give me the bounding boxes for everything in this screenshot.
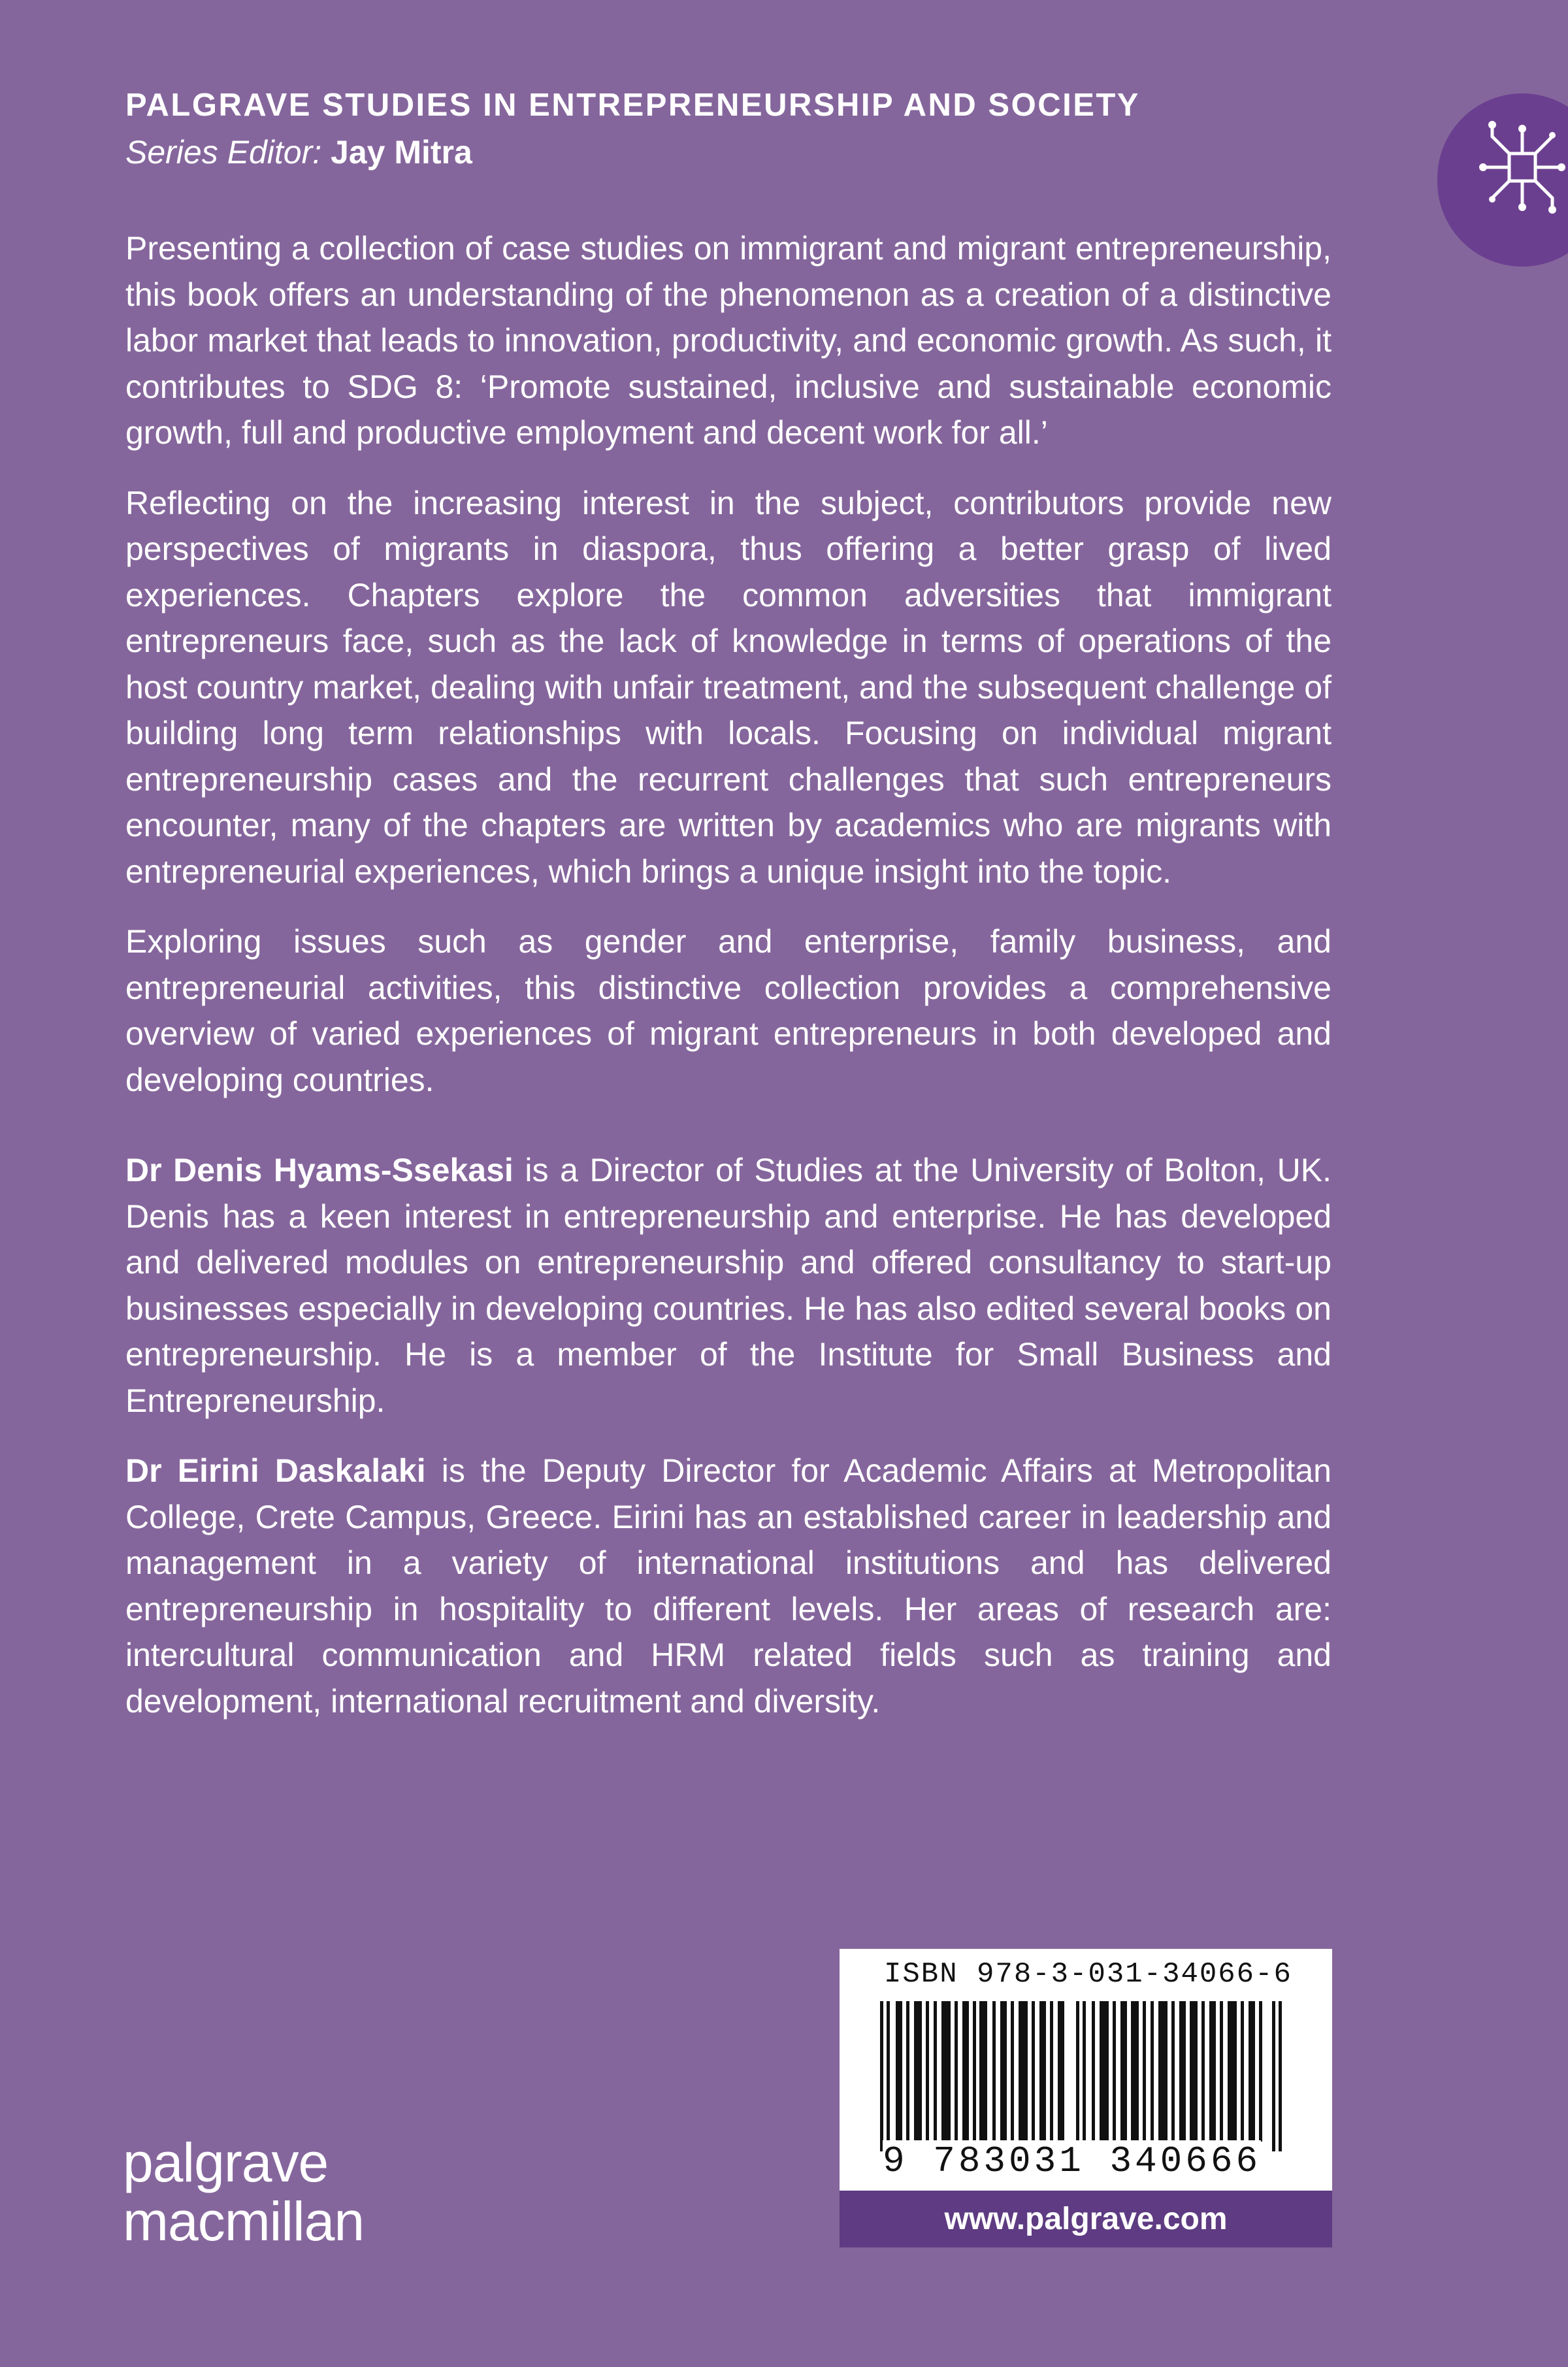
blurb-paragraph-3: Exploring issues such as gender and enterprise, family business, and entrepreneurial activities, this distinctive collection provides a comprehensive overview of varied experiences of migrant entrepreneurs in both developed and developing countries. <box>125 923 1331 1098</box>
series-title: PALGRAVE STUDIES IN ENTREPRENEURSHIP AND SOCIETY <box>125 88 1140 123</box>
author-bio-text-2: is the Deputy Director for Academic Affairs at Metropolitan College, Crete Campus, Greece. Eirini has an established career in leadership and management in a variety of international institutions and has delivered entrepreneurship in hospitality to different levels. Her areas of research are: intercultural communication and HRM related fields such as training and development, international recruitment and diversity. <box>125 1452 1331 1720</box>
barcode-icon <box>874 2001 1298 2151</box>
publisher-website: www.palgrave.com <box>840 2191 1332 2247</box>
palgrave-network-icon <box>1478 120 1568 218</box>
barcode-box <box>840 1949 1332 2191</box>
author-bio-1 <box>125 1147 1331 1424</box>
author-bio-2 <box>125 1448 1331 1724</box>
series-editor <box>125 133 472 171</box>
series-editor-name: Jay Mitra <box>331 134 472 171</box>
series-editor-label: Series Editor: <box>125 134 322 171</box>
barcode-digits: 9 783031 340666 <box>883 2140 1262 2182</box>
publisher-logo-line-2: macmillan <box>123 2191 365 2252</box>
author-name-2: Dr Eirini Daskalaki <box>125 1452 426 1489</box>
isbn-label: ISBN 978-3-031-34066-6 <box>884 1958 1292 1991</box>
publisher-logo <box>123 2132 365 2253</box>
author-bio-text-1: is a Director of Studies at the University of Bolton, UK. Denis has a keen interest in entrepreneurship and enterprise. He has developed and delivered modules on entrepreneurship and offered consultancy to start-up businesses especially in developing countries. He has also edited several books on entrepreneurship. He is a member of the Institute for Small Business and Entrepreneurship. <box>125 1152 1331 1419</box>
blurb-paragraph-1: Presenting a collection of case studies on immigrant and migrant entrepreneurship, this book offers an understanding of the phenomenon as a creation of a distinctive labor market that leads to innovation, productivity, and economic growth. As such, it contributes to SDG 8: ‘Promote sustained, inclusive and sustainable economic growth, full and productive employment and decent work for all.’ <box>125 230 1331 451</box>
publisher-logo-line-1: palgrave <box>123 2132 329 2193</box>
logo-tab <box>1437 93 1568 267</box>
back-cover-text <box>125 225 1331 1748</box>
author-name-1: Dr Denis Hyams-Ssekasi <box>125 1152 514 1188</box>
blurb-paragraph-2: Reflecting on the increasing interest in the subject, contributors provide new perspectives of migrants in diaspora, thus offering a better grasp of lived experiences. Chapters explore the common adversities that immigrant entrepreneurs face, such as the lack of knowledge in terms of operations of the host country market, dealing with unfair treatment, and the subsequent challenge of building long term relationships with locals. Focusing on individual migrant entrepreneurship cases and the recurrent challenges that such entrepreneurs encounter, many of the chapters are written by academics who are migrants with entrepreneurial experiences, which brings a unique insight into the topic. <box>125 484 1331 890</box>
